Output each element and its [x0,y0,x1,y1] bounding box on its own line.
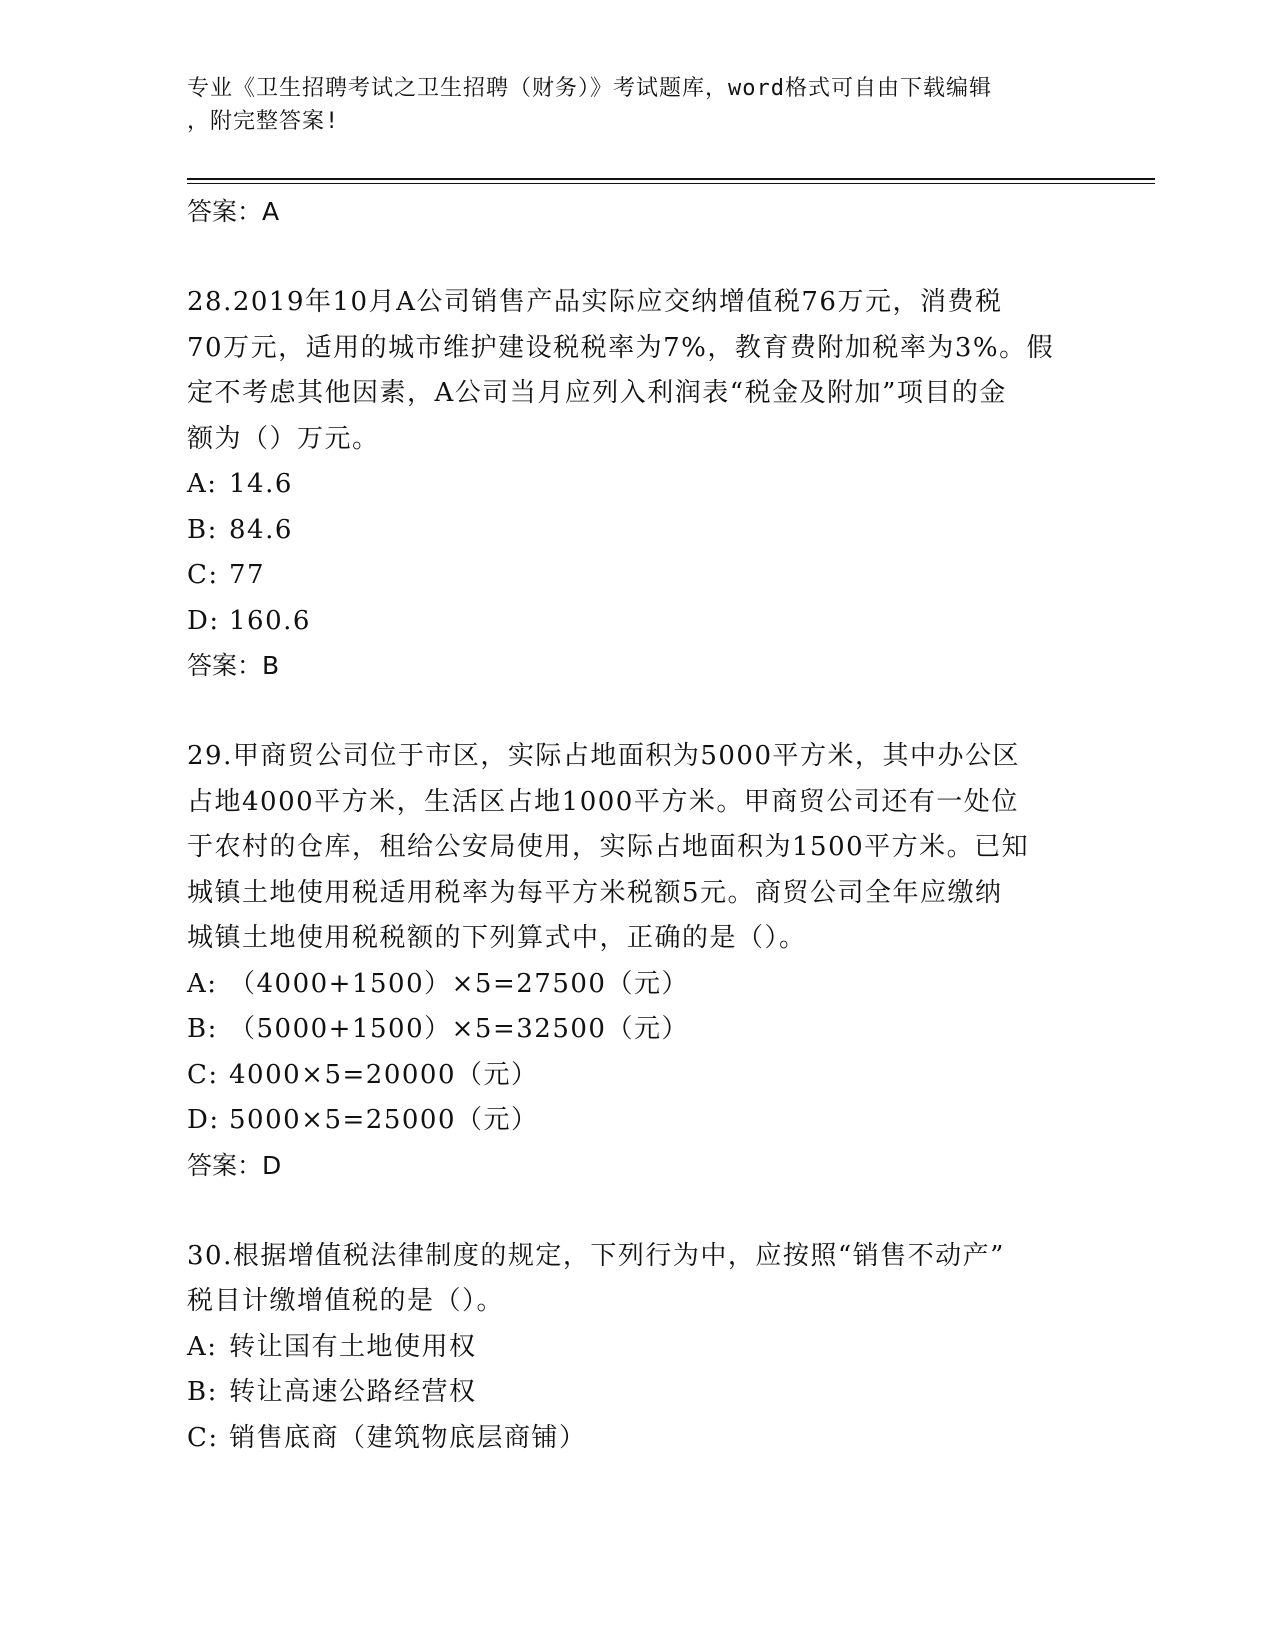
question-content [187,190,1087,1461]
option-key: C: [187,1059,219,1090]
question-29-line: 城镇土地使用税税额的下列算式中，正确的是（）。 [187,923,807,953]
question-29-line: 于农村的仓库，租给公安局使用，实际占地面积为1500平方米。已知 [187,832,1030,862]
question-28-option-d [187,599,1087,645]
question-30-option-c [187,1416,1087,1462]
option-text: 160.6 [229,605,311,636]
option-key: D: [187,605,220,636]
question-28-line: 额为（）万元。 [187,423,380,454]
option-key: B: [187,1377,218,1407]
question-30-option-a [187,1325,1087,1371]
option-text: 5000×5=25000（元） [229,1105,539,1135]
question-28-option-a [187,462,1087,508]
question-28-option-b [187,508,1087,554]
option-text: 转让高速公路经营权 [229,1377,477,1407]
spacer [187,1188,1087,1234]
question-29-option-d [187,1098,1087,1144]
header-divider-thin [187,183,1155,184]
answer-28: 答案：B [187,651,280,680]
question-28-line: 70万元，适用的城市维护建设税税率为7%，教育费附加税率为3%。假 [187,332,1055,363]
question-28-line: 定不考虑其他因素，A公司当月应列入利润表“税金及附加”项目的金 [187,378,1007,408]
header-line-2: ，附完整答案! [187,109,340,134]
option-text: 77 [229,560,266,590]
answer-27: 答案：A [187,197,280,226]
question-28-option-c [187,553,1087,599]
option-text: 转让国有土地使用权 [229,1331,477,1362]
option-key: B: [187,514,218,545]
option-key: C: [187,560,219,590]
option-key: A: [187,968,218,999]
option-text: （4000+1500）×5=27500（元） [229,968,689,999]
question-30-option-b [187,1370,1087,1416]
question-29-line: 占地4000平方米，生活区占地1000平方米。甲商贸公司还有一处位 [187,786,1019,817]
option-key: A: [187,1331,218,1362]
option-text: （5000+1500）×5=32500（元） [229,1014,689,1044]
document-header [187,72,1087,138]
spacer [187,234,1087,280]
header-line-1: 专业《卫生招聘考试之卫生招聘（财务）》考试题库，word格式可自由下载编辑 [187,76,992,101]
question-29-line: 城镇土地使用税适用税率为每平方米税额5元。商贸公司全年应缴纳 [187,877,1003,908]
question-29-option-b [187,1007,1087,1053]
option-text: 84.6 [229,514,293,545]
question-28-stem [187,280,1087,462]
option-key: A: [187,469,218,499]
question-30-line: 30.根据增值税法律制度的规定，下列行为中，应按照“销售不动产” [187,1240,1005,1271]
option-text: 14.6 [229,469,293,499]
question-29-line: 29.甲商贸公司位于市区，实际占地面积为5000平方米，其中办公区 [187,741,1021,771]
question-30-line: 税目计缴增值税的是（）。 [187,1286,505,1316]
option-text: 4000×5=20000（元） [229,1059,539,1090]
question-30-stem [187,1234,1087,1325]
spacer [187,688,1087,734]
question-28-line: 28.2019年10月A公司销售产品实际应交纳增值税76万元，消费税 [187,287,1003,317]
option-key: C: [187,1422,219,1453]
answer-29: 答案：D [187,1150,282,1180]
question-29-stem [187,734,1087,962]
option-key: B: [187,1014,218,1044]
option-text: 销售底商（建筑物底层商铺） [229,1422,587,1453]
option-key: D: [187,1105,220,1135]
header-divider-thick [187,178,1155,180]
question-29-option-a [187,962,1087,1008]
question-29-option-c [187,1053,1087,1099]
